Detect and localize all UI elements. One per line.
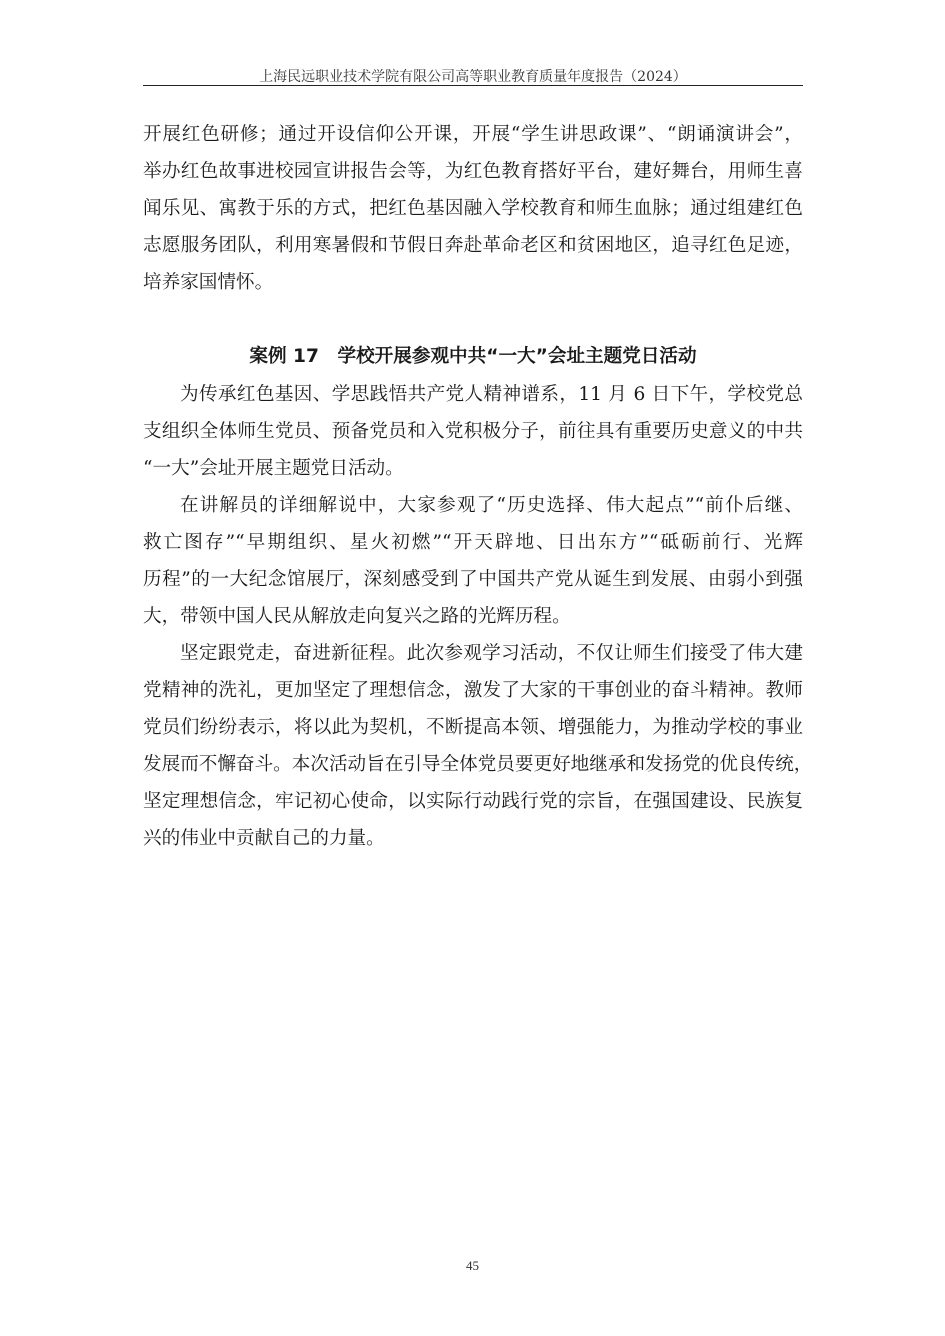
text-line: 举办红色故事进校园宣讲报告会等，为红色教育搭好平台，建好舞台，用师生喜 bbox=[143, 161, 803, 182]
text-line: 志愿服务团队，利用寒暑假和节假日奔赴革命老区和贫困地区，追寻红色足迹， bbox=[143, 235, 803, 256]
page-number: 45 bbox=[466, 1258, 479, 1273]
text-line: 开展红色研修；通过开设信仰公开课，开展“学生讲思政课”、“朗诵演讲会”， bbox=[143, 124, 803, 145]
text-line: 历程”的一大纪念馆展厅，深刻感受到了中国共产党从诞生到发展、由弱小到强 bbox=[143, 569, 803, 590]
text-line: 党精神的洗礼，更加坚定了理想信念，激发了大家的干事创业的奋斗精神。教师 bbox=[143, 680, 803, 701]
text-line: 发展而不懈奋斗。本次活动旨在引导全体党员要更好地继承和发扬党的优良传统， bbox=[143, 754, 813, 775]
text-line: 闻乐见、寓教于乐的方式，把红色基因融入学校教育和师生血脉；通过组建红色 bbox=[143, 198, 803, 219]
report-header-title: 上海民远职业技术学院有限公司高等职业教育质量年度报告（2024） bbox=[259, 69, 687, 85]
header-divider bbox=[143, 85, 803, 86]
text-line: 在讲解员的详细解说中，大家参观了“历史选择、伟大起点”“前仆后继、 bbox=[180, 495, 803, 516]
text-line: 党员们纷纷表示，将以此为契机，不断提高本领、增强能力，为推动学校的事业 bbox=[143, 717, 803, 738]
text-line: 大，带领中国人民从解放走向复兴之路的光辉历程。 bbox=[143, 606, 571, 627]
text-line: 坚定跟党走，奋进新征程。此次参观学习活动，不仅让师生们接受了伟大建 bbox=[180, 643, 803, 664]
text-line: 支组织全体师生党员、预备党员和入党积极分子，前往具有重要历史意义的中共 bbox=[143, 421, 803, 442]
text-line: 为传承红色基因、学思践悟共产党人精神谱系，11 月 6 日下午，学校党总 bbox=[180, 384, 803, 405]
text-line: 兴的伟业中贡献自己的力量。 bbox=[143, 828, 385, 849]
text-line: 培养家国情怀。 bbox=[143, 272, 274, 293]
text-line: 救亡图存”“早期组织、星火初燃”“开天辟地、日出东方”“砥砺前行、光辉 bbox=[143, 532, 803, 553]
case-title: 案例 17 学校开展参观中共“一大”会址主题党日活动 bbox=[249, 346, 697, 367]
text-line: “一大”会址开展主题党日活动。 bbox=[143, 458, 404, 479]
text-line: 坚定理想信念，牢记初心使命，以实际行动践行党的宗旨，在强国建设、民族复 bbox=[143, 791, 803, 812]
